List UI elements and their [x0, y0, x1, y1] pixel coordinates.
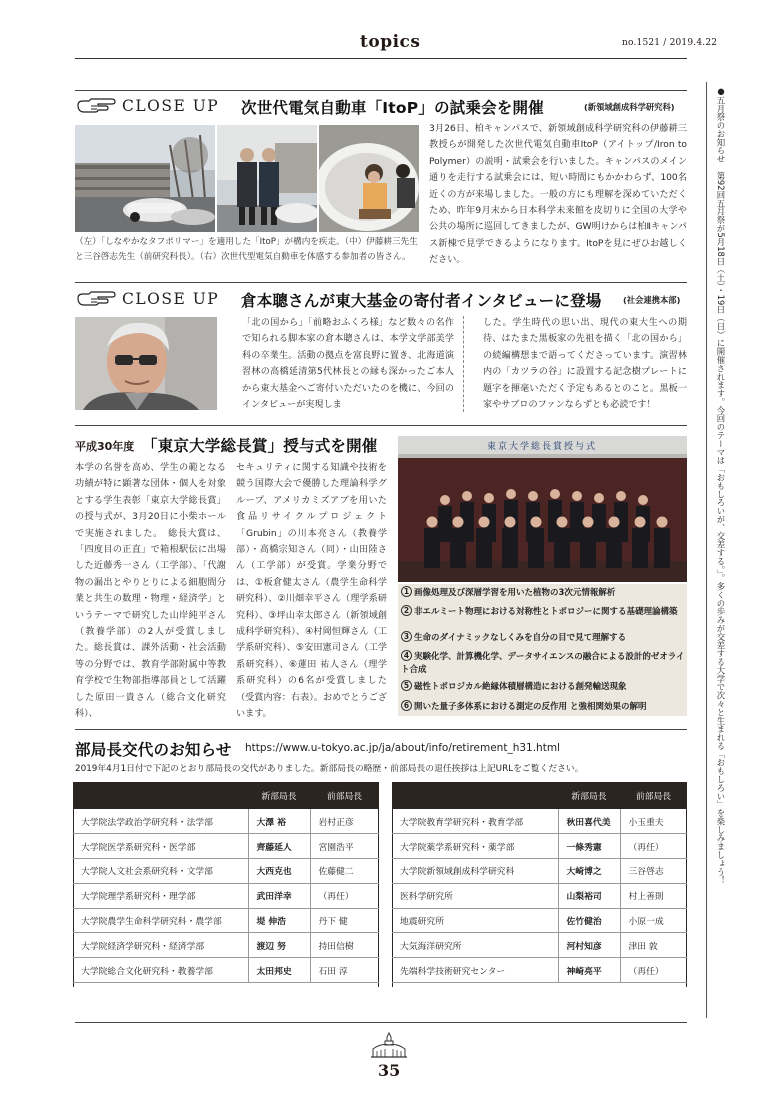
- article2-column-divider: [463, 316, 464, 412]
- article3-body-col2: セキュリティに関する知識や技術を競う国際大会で優勝した理論科学グループ、アメリカミズアブを用いた食品リサイクルプロジェクト「Grubin」の川本亮さん（教養学部）・高橋宗知さん（同）・山田陸さん（工学部）が受賞。学業分野では、①板倉健太さん（農学生命科学研究科）、②川畑幸平さん（理学系研究科）、③坪山幸太郎さん（新領域創成科学研究科）、④村岡恒輝さん（工学系研究科）、⑤安田憲司さん（工学系研究科）、⑥蓮田 祐人さん（理学系研究科）の6名が受賞しました（受賞内容：右表）。おめでとうございます。: [236, 463, 387, 720]
- table-row: 大学院農学生命科学研究科・農学部 堤 伸浩 丹下 健: [73, 908, 379, 933]
- award-item: 2 非エルミート物理における対称性とトポロジーに関する基礎理論構築: [398, 603, 687, 632]
- table-row: 大学院医学系研究科・医学部 齊藤延人 宮園浩平: [73, 834, 379, 859]
- left-staff-table: [73, 782, 379, 983]
- ceremony-banner-text: 東京大学総長賞授与式: [486, 442, 598, 452]
- article1-rule: [75, 90, 687, 91]
- article1-body: 3月26日、柏キャンパスで、新領域創成科学研究科の伊藤耕三教授らが開発した次世代電気自動車ItoP（アイトップ/Iron to Polymer）の説明・試乗会を行いました。キャンパスのメイン通りを走行する試乗会には、短い時間にもかかわらず、100名近くの方が来場しました。一般の方にも理解を深めていただくため、昨年9月末から日本科学未来館を皮切りに全国の大学や公共の場所に巡回してきましたが、GW明けからは柏Ⅱキャンパス新棟で見学できるようになります。ItoPを見にぜひお越しください。: [429, 124, 687, 266]
- award-item: 5 磁性トポロジカル絶縁体積層構造における創発輸送現象: [398, 678, 687, 696]
- table-row: 大学院薬学系研究科・薬学部 一條秀憲 （再任）: [392, 834, 687, 859]
- award-item: 6 開いた量子多体系における測定の反作用 と強相関効果の解明: [398, 698, 687, 716]
- table-row: 大学院法学政治学研究科・法学部 大澤 裕 岩村正彦: [73, 809, 379, 834]
- test-ride-photo: [319, 125, 419, 232]
- table-row: 地震研究所 佐竹健治 小原一成: [392, 908, 687, 933]
- table-row: 大学院総合文化研究科・教養学部 太田邦史 石田 淳: [73, 958, 379, 983]
- article2-body-col1: 「北の国から」「前略おふくろ様」など数々の名作で知られる脚本家の倉本聰さんは、本学文学部美学科の卒業生。活動の拠点を富良野に置き、北海道演習林の高橋延清第5代林長との縁も深かったご本人から東大基金へご寄付いただいたのを機に、今回のインタビューが実現しま: [242, 318, 454, 411]
- table-row: 大学院教育学研究科・教育学部 秋田喜代美 小玉重夫: [392, 809, 687, 834]
- yasuda-auditorium-icon: [369, 1031, 409, 1059]
- table-row: 大学院人文社会系研究科・文学部 大西克也 佐藤健二: [73, 859, 379, 884]
- article3-headline: 「東京大学総長賞」授与式を開催: [142, 437, 378, 455]
- table-row: 大学院理学系研究科・理学部 武田洋幸 （再任）: [73, 883, 379, 908]
- article3-body-col1: 本学の名誉を高め、学生の範となる功績が特に顕著な団体・個人を対象とする学生表彰「東京大学総長賞」の授与式が、3月20日に小柴ホールで実施されました。 総長大賞は、「四度目の正直」で箱根駅伝に出場した近藤秀一さん（工学部）、「代謝物の漏出とやりとりによる細胞間分業と共生の数理・物理・経済学」というテーマで研究した山岸純平さん（教養学部）の2人が受賞しました。総長賞は、課外活動・社会活動等の分野では、教育学部附属中等教育学校で生物部指導部員として活躍した原田一貴さん（総合文化研究科）、: [75, 463, 226, 720]
- page-number: 35: [378, 1061, 401, 1080]
- table-row: 大気海洋研究所 河村知彦 津田 敦: [392, 933, 687, 958]
- article1-source: (新領域創成科学研究科): [584, 102, 675, 112]
- retirement-url-link[interactable]: https://www.u-tokyo.ac.jp/ja/about/info/retirement_h31.html: [245, 742, 560, 754]
- article4-intro: 2019年4月1日付で下記のとおり部局長の交代がありました。新部局長の略歴・前部局長の退任挨拶は上記URLをご覧ください。: [75, 764, 584, 774]
- table-row: 先端科学技術研究センター 神崎亮平 （再任）: [392, 958, 687, 983]
- article4-headline: 部局長交代のお知らせ: [75, 741, 232, 759]
- award-item: 4 実験化学、計算機化学、データサイエンスの融合による設計的ゼオライト合成: [398, 648, 687, 677]
- pointing-hand-icon: [76, 96, 116, 114]
- award-item: 1 画像処理及び深層学習を用いた植物の3次元情報解析: [398, 584, 687, 602]
- new-head-header: 新部局長: [558, 782, 620, 809]
- header-rule: [75, 58, 687, 59]
- award-ceremony-photo: [398, 436, 687, 582]
- article2-rule: [75, 282, 687, 283]
- article1-headline: 次世代電気自動車「ItoP」の試乗会を開催: [241, 99, 544, 117]
- dept-header: [73, 782, 248, 809]
- old-head-header: 前部局長: [620, 782, 687, 809]
- new-head-header: 新部局長: [248, 782, 310, 809]
- footer-rule: [75, 1022, 687, 1023]
- old-head-header: 前部局長: [310, 782, 379, 809]
- kuramoto-portrait: [75, 317, 217, 410]
- side-notice: ●五月祭のお知らせ 第92回五月祭が5月18日（土）・19日（日）に開催されます。今回のテーマは「おもしろいが、交差する。」。多くの歩みが交差する大学で次々と生まれる「おもしろい」を楽しみましょう！: [716, 86, 726, 885]
- article2-source: (社会連携本部): [623, 295, 681, 305]
- article3-headline-prefix: 平成30年度: [75, 440, 135, 453]
- article3-rule: [75, 425, 687, 426]
- right-staff-table: [392, 782, 687, 983]
- dept-header: [392, 782, 558, 809]
- article1-caption: （左）「しなやかなタフポリマー」を適用した「ItoP」が構内を疾走。（中）伊藤耕三先生と三谷啓志先生（前研究科長）。（右）次世代型電気自動車を体感する参加者の皆さん。: [75, 237, 418, 262]
- award-item: 3 生命のダイナミックなしくみを自分の目で見て理解する: [398, 629, 687, 647]
- article4-rule: [75, 729, 687, 730]
- closeup-label: CLOSE UP: [122, 290, 220, 308]
- issue-number: no.1521 / 2019.4.22: [622, 38, 718, 48]
- article2-body-col2: した。学生時代の思い出、現代の東大生への期待、はたまた黒板家の先祖を描く「北の国から」の続編構想まで語ってくださっています。演習林内の「カツラの谷」に設置する記念樹プレートに題字を揮毫いただく予定もあるとのこと。黒板一家やサブロのファンならずとも必読です！: [483, 318, 687, 411]
- pointing-hand-icon: [76, 289, 116, 307]
- table-row: 大学院新領域創成科学研究科 大崎博之 三谷啓志: [392, 859, 687, 884]
- article2-headline: 倉本聰さんが東大基金の寄付者インタビューに登場: [241, 292, 602, 310]
- itop-car-photo: [75, 125, 215, 232]
- section-title: topics: [360, 32, 421, 52]
- table-row: 医科学研究所 山梨裕司 村上善則: [392, 883, 687, 908]
- closeup-label: CLOSE UP: [122, 97, 220, 115]
- table-row: 大学院経済学研究科・経済学部 渡辺 努 持田信樹: [73, 933, 379, 958]
- researchers-photo: [217, 125, 317, 232]
